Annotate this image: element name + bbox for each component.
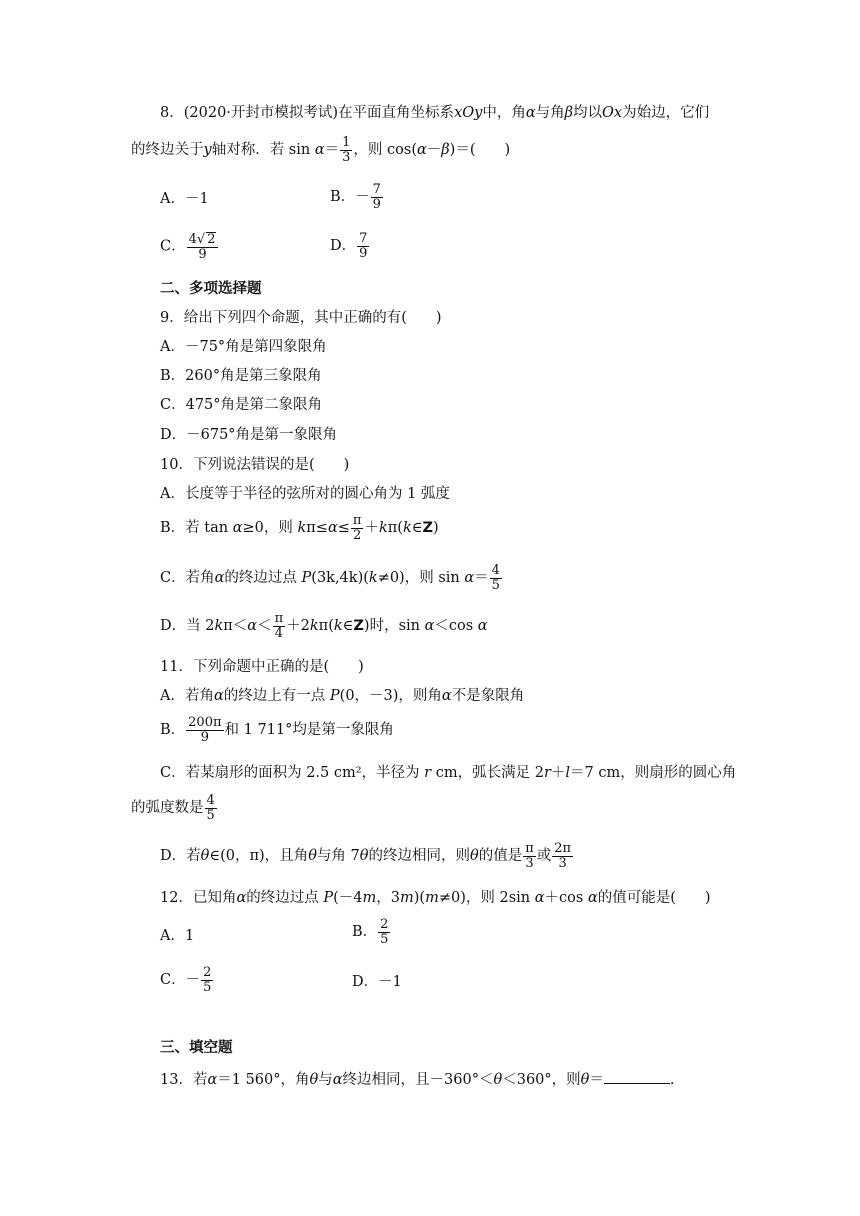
q10-option-a: A．长度等于半径的弦所对的圆心角为 1 弧度 (160, 486, 450, 502)
q11-stem: 11．下列命题中正确的是( ) (160, 659, 364, 675)
q10-option-b: B．若 tan α≥0，则 kπ≤α≤ $\frac{\pi}{2}$ ＋kπ(k∈Z) (160, 513, 439, 543)
section-title-fill-in: 三、填空题 (160, 1040, 233, 1056)
q9-option-b: B．260°角是第三象限角 (160, 368, 322, 384)
q11-option-d: D．若θ∈(0，π)，且角θ与角 7θ的终边相同，则θ的值是 $\frac{\pi}{3}$ 或 $\frac{2\pi}{3}$ (160, 841, 572, 871)
answer-blank[interactable] (604, 1071, 670, 1084)
q10-option-c: C．若角α的终边过点 P(3k,4k)(k≠0)，则 sin α＝ $\frac{4}{5}$ (160, 563, 500, 593)
q12-option-b: B． $\frac{2}{5}$ (352, 917, 389, 947)
q8-option-c: C． $\frac{4√ 2}{9}$ (160, 232, 219, 261)
q13-stem: 13．若α＝1 560°，角θ与α终边相同，且－360°＜θ＜360°，则θ＝ . (160, 1072, 675, 1088)
q12-stem: 12．已知角α的终边过点 P(－4m，3m)(m≠0)，则 2sin α＋cos α的值可能是( ) (160, 890, 711, 906)
q9-option-d: D．－675°角是第一象限角 (160, 427, 338, 443)
fraction-one-third: $\frac{1}{3}$ (342, 135, 351, 165)
q11-option-b: B． $\frac{200\pi}{9}$ 和 1 711°均是第一象限角 (160, 715, 394, 745)
q11-option-a: A．若角α的终边上有一点 P(0，－3)，则角α不是象限角 (160, 688, 525, 704)
q11-option-c-line2: 的弧度数是 $\frac{4}{5}$ (131, 793, 215, 823)
q8-option-a: A．－1 (160, 191, 209, 207)
section-title-multiple-choice: 二、多项选择题 (160, 281, 262, 297)
q12-option-d: D．－1 (352, 974, 402, 990)
q12-option-a: A．1 (160, 928, 195, 944)
q10-option-d: D．当 2kπ＜α＜ $\frac{\pi}{4}$ ＋2kπ(k∈Z)时，sin α＜cos α (160, 611, 488, 641)
q9-stem: 9．给出下列四个命题，其中正确的有( ) (160, 310, 442, 326)
q11-option-c-line1: C．若某扇形的面积为 2.5 cm²，半径为 r cm，弧长满足 2r＋l＝7 cm，则扇形的圆心角 (160, 765, 737, 781)
q8-line1: 8．(2020·开封市模拟考试)在平面直角坐标系xOy中，角α与角β均以Ox为始边，它们 (160, 105, 710, 121)
q8-line2: 的终边关于y轴对称．若 sin α＝ $\frac{1}{3}$ ，则 cos(α－β)＝( ) (131, 135, 511, 165)
q9-option-a: A．－75°角是第四象限角 (160, 339, 327, 355)
q8-option-d: D． $\frac{7}{9}$ (330, 231, 368, 261)
q12-option-c: C．－ $\frac{2}{5}$ (160, 965, 212, 995)
q8-option-b: B．－ $\frac{7}{9}$ (330, 182, 381, 212)
q9-option-c: C．475°角是第二象限角 (160, 397, 323, 413)
q10-stem: 10．下列说法错误的是( ) (160, 457, 350, 473)
